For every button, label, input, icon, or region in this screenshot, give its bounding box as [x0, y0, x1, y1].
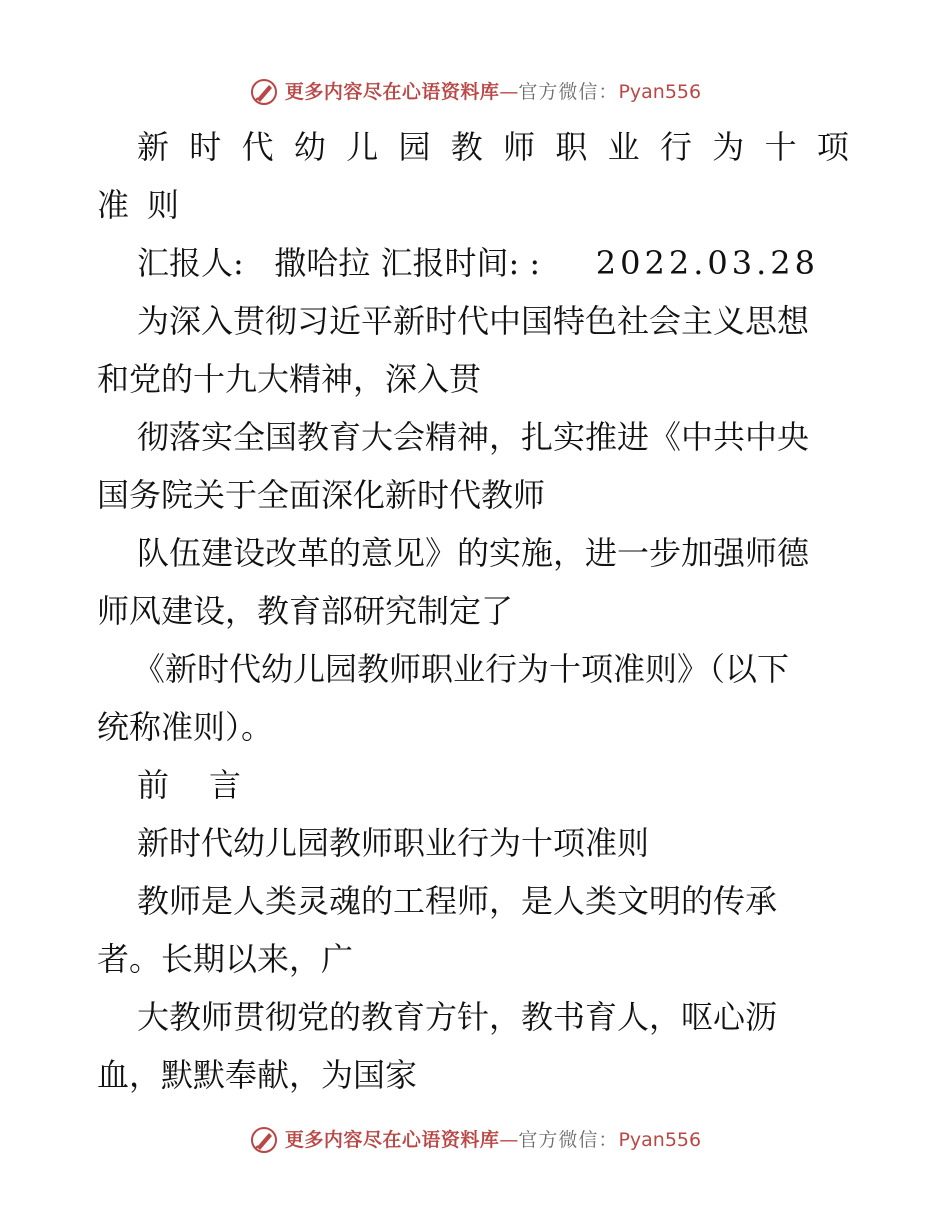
- paragraph-line: 血，默默奉献，为国家: [97, 1056, 418, 1094]
- paragraph-line: 师风建设，教育部研究制定了: [97, 592, 514, 630]
- footer-banner-text: [284, 1128, 702, 1151]
- paragraph-line: 队伍建设改革的意见》的实施，进一步加强师德: [137, 534, 810, 572]
- paragraph-line: 为深入贯彻习近平新时代中国特色社会主义思想: [137, 302, 810, 340]
- paragraph-line: 国务院关于全面深化新时代教师: [97, 476, 546, 514]
- paragraph-line: 彻落实全国教育大会精神，扎实推进《中共中央: [137, 418, 810, 456]
- document-body: [97, 118, 857, 1104]
- title-char: 儿: [346, 128, 379, 166]
- report-date: 2022.03.28: [595, 244, 819, 282]
- title-char: 为: [712, 128, 745, 166]
- pen-logo-icon: [249, 77, 279, 107]
- title-char: 准: [97, 186, 130, 224]
- paragraph-line: 统称准则）。: [97, 708, 274, 746]
- header-banner-dash: —: [499, 80, 519, 103]
- footer-banner-grey-text: 官方微信：: [518, 1128, 619, 1151]
- paragraph-line: 者。长期以来，广: [97, 940, 354, 978]
- title-char: 师: [503, 128, 536, 166]
- paragraph-line: 《新时代幼儿园教师职业行为十项准则》（以下: [133, 650, 790, 688]
- paragraph-line: 和党的十九大精神，深入贯: [97, 360, 482, 398]
- title-char: 十: [764, 128, 797, 166]
- title-char: 项: [816, 128, 849, 166]
- preface-char: 前: [137, 766, 170, 804]
- title-char: 教: [450, 128, 483, 166]
- preface-heading: [97, 756, 857, 814]
- document-title-line-2: [97, 176, 857, 234]
- footer-banner-wechat-id: Pyan556: [618, 1128, 702, 1151]
- title-char: 新: [137, 128, 170, 166]
- header-banner-red-text: 更多内容尽在心语资料库: [284, 80, 500, 103]
- reporter-line: [97, 234, 857, 292]
- title-char: 幼: [293, 128, 326, 166]
- header-banner-text: [284, 80, 702, 103]
- paragraph-line: 大教师贯彻党的教育方针，教书育人，呕心沥: [137, 998, 778, 1036]
- header-banner-wechat-id: Pyan556: [618, 80, 702, 103]
- reporter-label: 汇报人: 撒哈拉 汇报时间: :: [137, 244, 541, 282]
- title-char: 职: [555, 128, 588, 166]
- title-char: 代: [241, 128, 274, 166]
- title-char: 园: [398, 128, 431, 166]
- footer-banner-red-text: 更多内容尽在心语资料库: [284, 1128, 500, 1151]
- footer-banner: [0, 1120, 950, 1160]
- title-char: 时: [189, 128, 222, 166]
- title-char: 行: [659, 128, 692, 166]
- header-banner-grey-text: 官方微信：: [518, 80, 619, 103]
- paragraph-line: 教师是人类灵魂的工程师，是人类文明的传承: [137, 882, 778, 920]
- header-banner: [0, 72, 950, 112]
- title-char: 业: [607, 128, 640, 166]
- preface-char: 言: [209, 766, 242, 804]
- footer-banner-dash: —: [499, 1128, 519, 1151]
- document-title-line-1: [97, 118, 857, 176]
- section-subtitle: 新时代幼儿园教师职业行为十项准则: [137, 824, 650, 862]
- title-char: 则: [147, 186, 180, 224]
- pen-logo-icon: [249, 1125, 279, 1155]
